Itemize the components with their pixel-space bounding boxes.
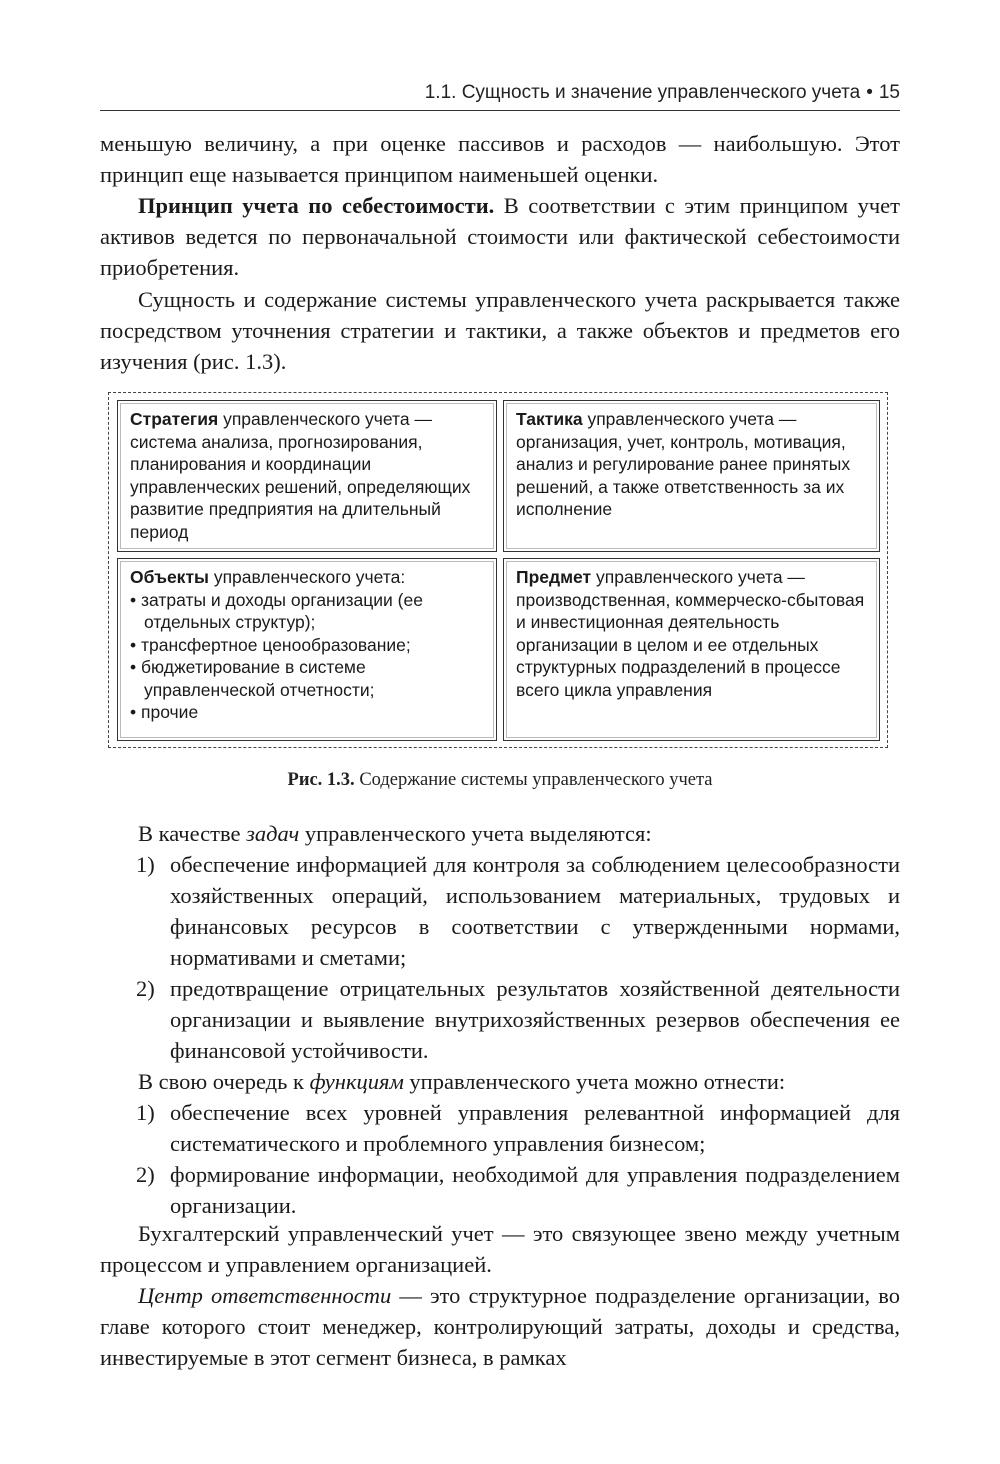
intro-text: управленческого учета выделяются: xyxy=(299,821,652,846)
item-number: 2) xyxy=(136,976,155,1001)
term-objects: Объекты xyxy=(130,567,209,587)
paragraph-responsibility-center xyxy=(100,1280,900,1373)
list-item xyxy=(100,1159,900,1221)
item-number: 1) xyxy=(136,852,155,877)
header-section-title: 1.1. Сущность и значение управленческого учета xyxy=(424,82,861,103)
paragraph-text: меньшую величину, а при оценке пассивов и расходов — наибольшую. Этот принцип еще называется принципом наименьшей оценки. xyxy=(100,131,900,187)
objects-heading xyxy=(130,566,484,589)
figure-cell-strategy xyxy=(117,400,497,552)
paragraph-link xyxy=(100,1218,900,1280)
definition-tactics: управленческого учета — организация, учет, контроль, мотивация, анализ и регулирование ранее принятых решений, а также ответственность за их исполнение xyxy=(516,409,851,519)
intro-emphasis: задач xyxy=(246,821,300,846)
definition-subject: управленческого учета — производственная, коммерческо-сбытовая и инвестиционная деятельность организации в целом и ее отдельных структурных подразделений в процессе всего цикла управления xyxy=(516,567,865,700)
paragraph-text: Сущность и содержание системы управленческого учета раскрывается также посредством уточнения стратегии и тактики, а также объектов и предметов его изучения (рис. 1.3). xyxy=(100,287,900,374)
paragraph-system-essence xyxy=(100,284,900,377)
tasks-list xyxy=(100,849,900,1066)
running-header xyxy=(100,82,900,111)
figure-cell-objects xyxy=(117,558,497,741)
caption-label: Рис. 1.3. xyxy=(287,770,355,790)
definition-strategy: управленческого учета — система анализа, прогнозирования, планирования и координации управленческих решений, определяющих развитие предприятия на длительный период xyxy=(130,409,471,542)
list-item: • трансфертное ценообразование; xyxy=(130,634,411,655)
paragraph-text: — это структурное подразделение организации, во главе которого стоит менеджер, контролирующий затраты, доходы и средства, инвестируемые в этот сегмент бизнеса, в рамках xyxy=(100,1283,900,1370)
figure-management-accounting xyxy=(108,392,888,748)
list-item xyxy=(100,1097,900,1159)
term-strategy: Стратегия xyxy=(130,409,219,429)
intro-emphasis: функциям xyxy=(309,1069,404,1094)
caption-text: Содержание системы управленческого учета xyxy=(354,770,713,790)
item-number: 2) xyxy=(136,1162,155,1187)
header-bullet: • xyxy=(866,82,873,103)
paragraph-lowest-valuation xyxy=(100,128,900,190)
term-tactics: Тактика xyxy=(516,409,583,429)
definition-objects: управленческого учета: xyxy=(208,567,406,587)
paragraph-text: Бухгалтерский управленческий учет — это связующее звено между учетным процессом и управлением организацией. xyxy=(100,1221,900,1277)
intro-text: В качестве xyxy=(138,821,247,846)
list-item: • бюджетирование в системе управленческой отчетности; xyxy=(130,657,375,700)
functions-list xyxy=(100,1097,900,1221)
list-item: • прочие xyxy=(130,702,199,722)
figure-cell-tactics xyxy=(503,400,880,552)
item-text: обеспечение информацией для контроля за соблюдением целесообразности хозяйственных операций, использованием материальных, трудовых и финансовых ресурсов в соответствии с утвержденными нормами, нормативами и сметами; xyxy=(170,852,900,970)
intro-text: В свою очередь к xyxy=(138,1069,310,1094)
item-text: обеспечение всех уровней управления релевантной информацией для систематического и проблемного управления бизнесом; xyxy=(170,1100,900,1156)
figure-caption xyxy=(100,770,900,791)
item-text: формирование информации, необходимой для управления подразделением организации. xyxy=(170,1162,900,1218)
term-subject: Предмет xyxy=(516,567,592,587)
list-item: • затраты и доходы организации (ее отдельных структур); xyxy=(130,589,423,632)
term-responsibility-center: Центр ответственности xyxy=(138,1283,392,1308)
objects-list xyxy=(130,589,484,724)
list-item xyxy=(100,973,900,1066)
paragraph-cost-principle xyxy=(100,190,900,283)
principle-heading: Принцип учета по себестоимости. xyxy=(138,193,495,218)
figure-cell-subject xyxy=(503,558,880,741)
functions-intro xyxy=(100,1066,900,1097)
item-text: предотвращение отрицательных результатов хозяйственной деятельности организации и выявление внутрихозяйственных резервов обеспечения ее финансовой устойчивости. xyxy=(170,976,900,1063)
list-item xyxy=(100,849,900,973)
header-page-number: 15 xyxy=(878,82,900,103)
intro-text: управленческого учета можно отнести: xyxy=(403,1069,786,1094)
item-number: 1) xyxy=(136,1100,155,1125)
paragraph-text: В соответствии с этим принципом учет активов ведется по первоначальной стоимости или фактической себестоимости приобретения. xyxy=(100,193,900,280)
tasks-intro xyxy=(100,818,900,849)
